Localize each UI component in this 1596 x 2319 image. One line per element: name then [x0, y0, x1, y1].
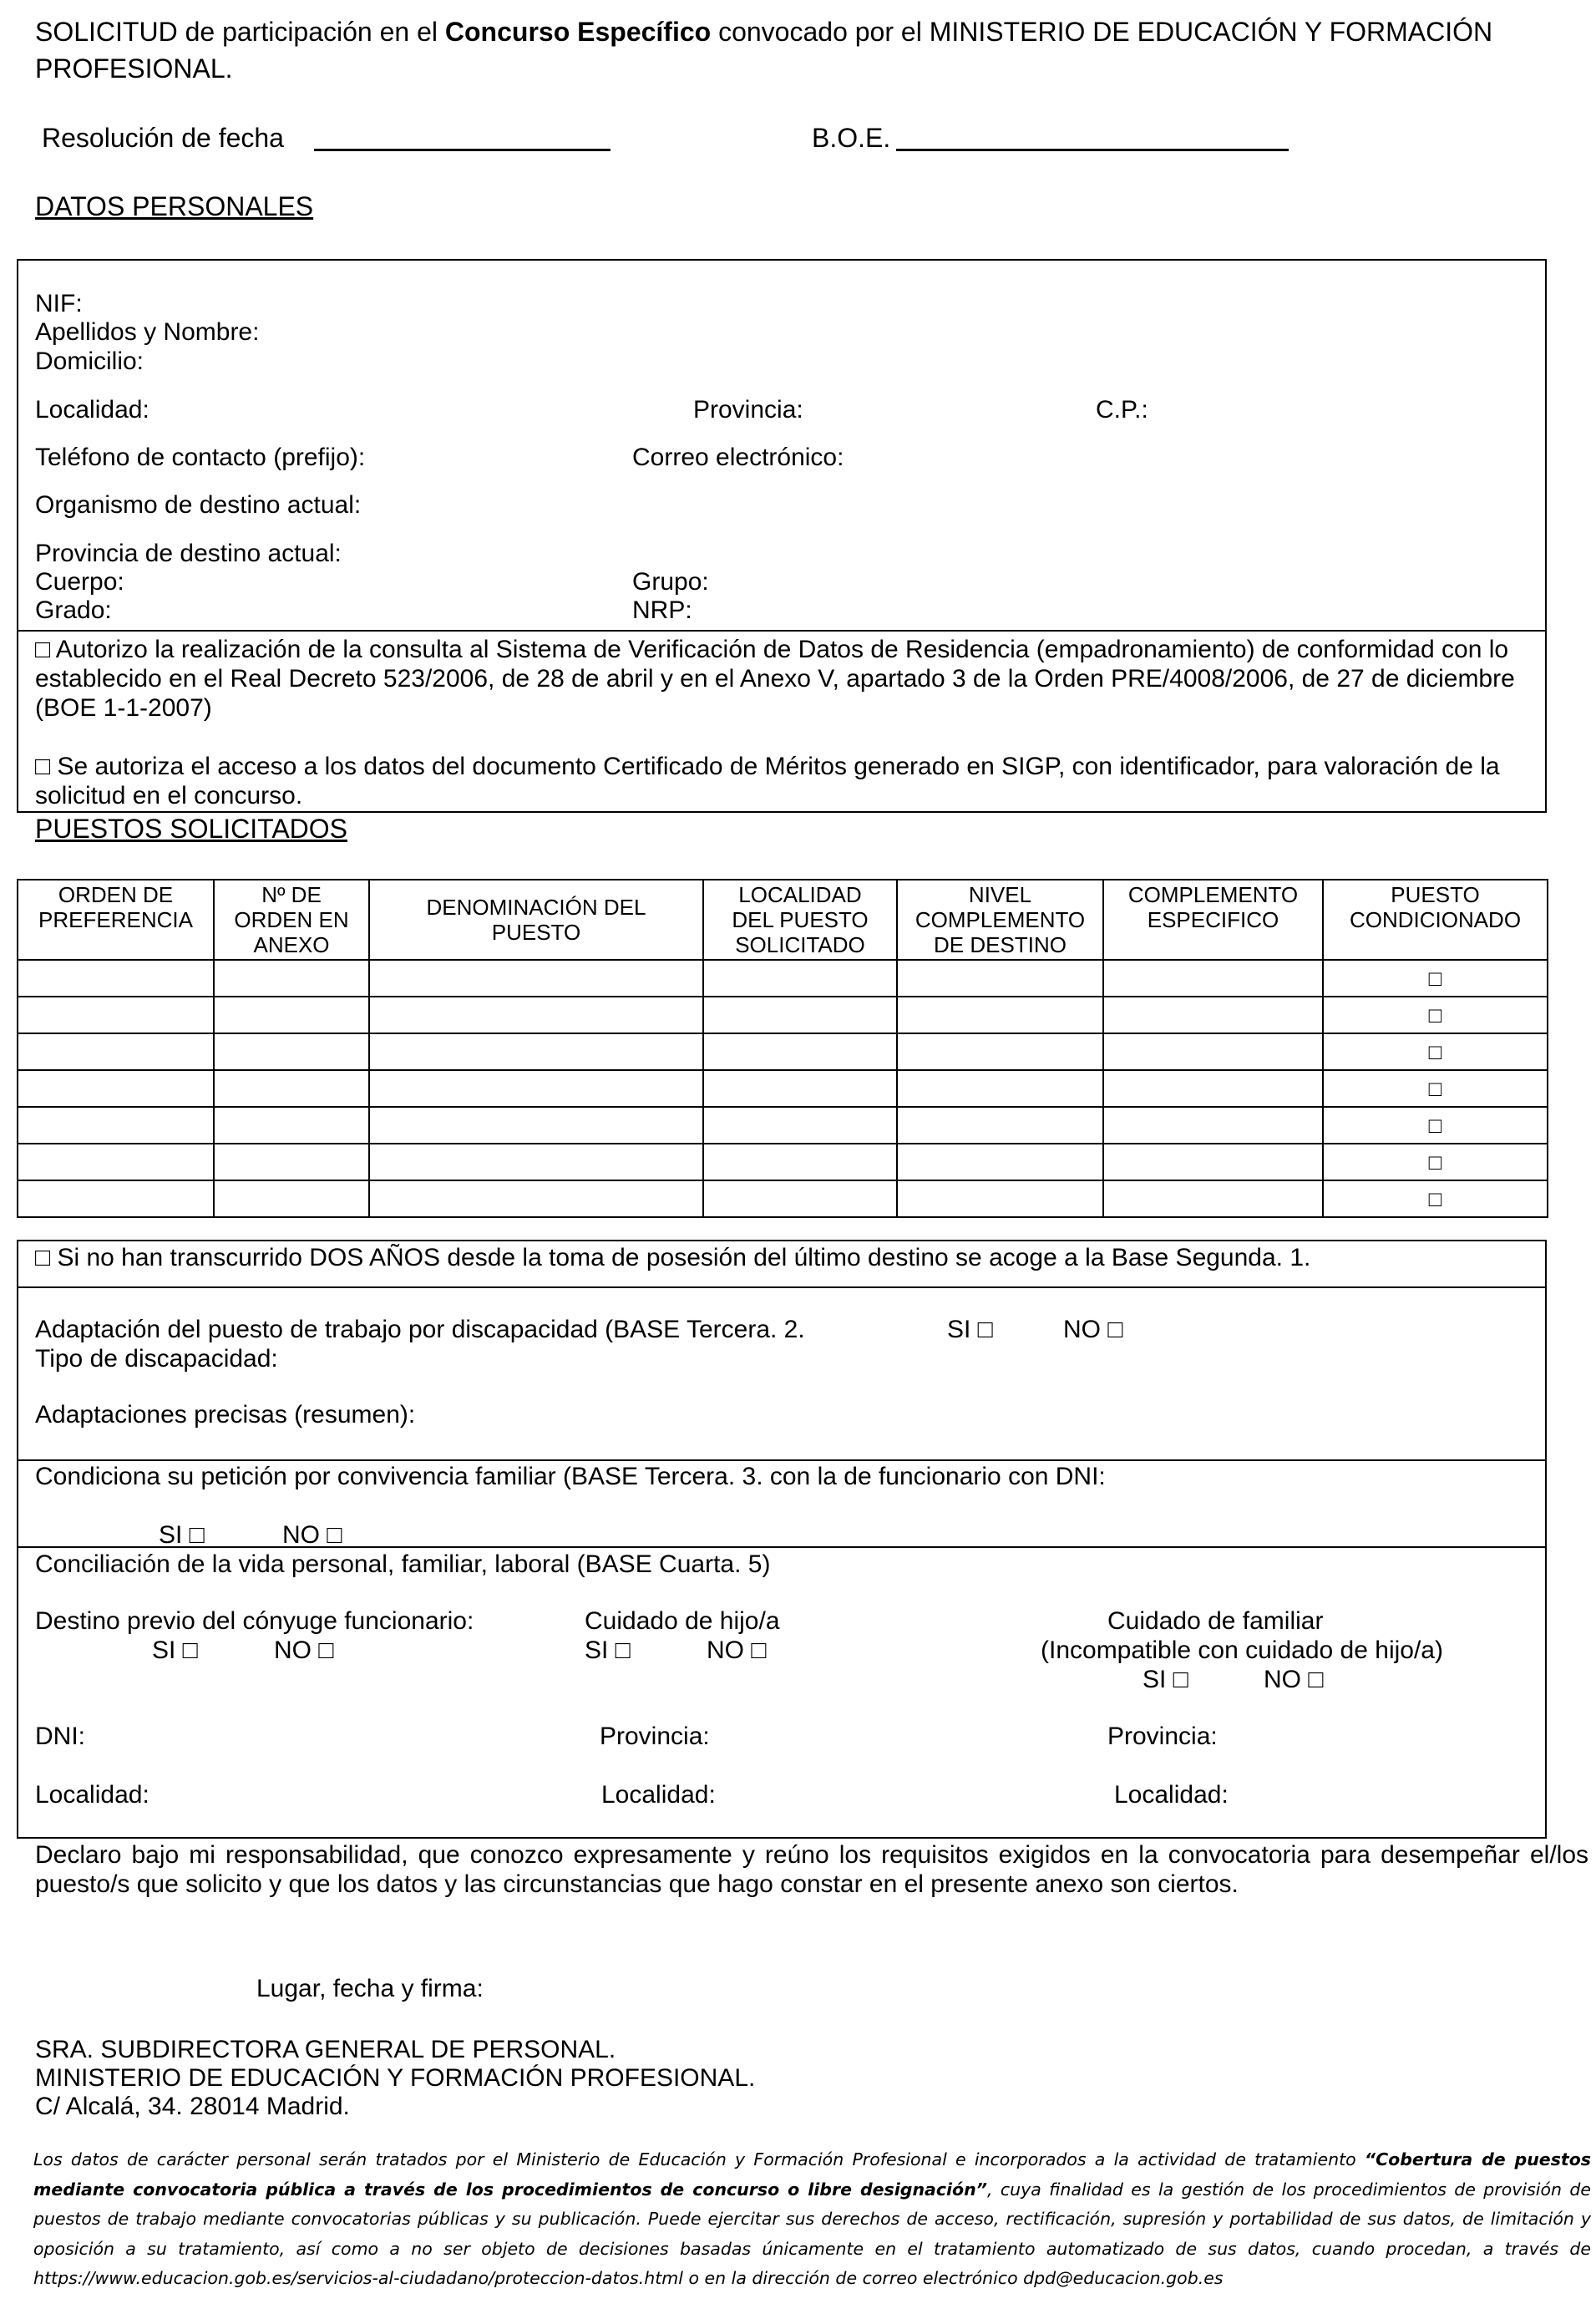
domicilio-label: Domicilio:: [35, 348, 144, 375]
divider: [17, 1546, 1547, 1548]
conciliacion-label: Conciliación de la vida personal, familiar, laboral (BASE Cuarta. 5): [35, 1550, 771, 1578]
divider: [17, 1286, 1547, 1288]
title-prefix: SOLICITUD de participación en el: [35, 17, 445, 47]
nif-label: NIF:: [35, 290, 83, 317]
condicionado-checkbox[interactable]: □: [1323, 1144, 1548, 1180]
adaptaciones-label: Adaptaciones precisas (resumen):: [35, 1401, 416, 1428]
puestos-table: [17, 879, 1548, 1218]
footer-part2: , cuya finalidad es la gestión de los procedimientos de provisión de puestos de trabajo mediante convocatorias públicas y su publicación. Puede ejercitar sus derechos de acceso, rectificación, supresión y portabilidad de sus datos, de limitación y oposición a su tratamiento, así como a no ser objeto de decisiones basadas únicamente en el tratamiento automatizado de sus datos, cuando procedan, a través de https://www.educacion.gob.es/servicios-al-ciudadano/proteccion-datos.html o en la dirección de correo electrónico dpd@educacion.gob.es: [33, 2179, 1591, 2288]
title-suffix: convocado por el MINISTERIO DE EDUCACIÓN Y FORMACIÓN PROFESIONAL.: [35, 17, 1493, 84]
divider: [17, 1459, 1547, 1461]
grado-label: Grado:: [35, 596, 112, 624]
dos-anos-checkbox-text[interactable]: □ Si no han transcurrido DOS AÑOS desde la toma de posesión del último destino se acoge a la Base Segunda. 1.: [35, 1244, 1311, 1271]
telefono-label: Teléfono de contacto (prefijo):: [35, 444, 366, 471]
provincia-label: Provincia:: [693, 396, 803, 424]
provincia-label-3: Provincia:: [1107, 1723, 1218, 1750]
conyuge-si[interactable]: SI □: [152, 1636, 198, 1664]
privacy-footer: [33, 2145, 1591, 2294]
condiciona-label: Condiciona su petición por convivencia familiar (BASE Tercera. 3. con la de funcionario con DNI:: [35, 1463, 1106, 1490]
cuidado-hijo-label: Cuidado de hijo/a: [585, 1607, 780, 1635]
localidad-label: Localidad:: [35, 396, 149, 424]
convivencia-no[interactable]: NO □: [282, 1521, 342, 1549]
title-bold: Concurso Específico: [444, 17, 712, 47]
familiar-si[interactable]: SI □: [1143, 1666, 1188, 1693]
apellidos-label: Apellidos y Nombre:: [35, 318, 260, 346]
conyuge-no[interactable]: NO □: [274, 1636, 334, 1664]
hijo-no[interactable]: NO □: [707, 1636, 767, 1664]
destinatario-line1: SRA. SUBDIRECTORA GENERAL DE PERSONAL.: [35, 2036, 616, 2063]
table-row[interactable]: [18, 960, 1548, 997]
localidad-label-4: Localidad:: [1114, 1781, 1229, 1809]
table-row[interactable]: [18, 1070, 1548, 1107]
col-orden-preferencia: ORDEN DE PREFERENCIA: [18, 880, 214, 960]
convivencia-si[interactable]: SI □: [159, 1521, 205, 1549]
cuidado-familiar-label: Cuidado de familiar: [1107, 1607, 1324, 1635]
dni-label: DNI:: [35, 1723, 85, 1750]
cp-label: C.P.:: [1096, 396, 1148, 424]
destinatario-line2: MINISTERIO DE EDUCACIÓN Y FORMACIÓN PROFESIONAL.: [35, 2064, 756, 2092]
col-complemento: COMPLEMENTO ESPECIFICO: [1103, 880, 1323, 960]
table-row[interactable]: [18, 1144, 1548, 1180]
condicionado-checkbox[interactable]: □: [1323, 997, 1548, 1033]
organismo-label: Organismo de destino actual:: [35, 491, 362, 519]
firma-label: Lugar, fecha y firma:: [256, 1975, 484, 2002]
resolucion-label: Resolución de fecha: [42, 123, 284, 153]
declaracion-text: Declaro bajo mi responsabilidad, que conozco expresamente y reúno los requisitos exigidos en la convocatoria para desempeñar el/los puesto/s que solicito y que los datos y las circunstancias que hago constar en el presente anexo son ciertos.: [35, 1841, 1588, 1898]
adaptacion-si[interactable]: SI □: [947, 1316, 993, 1343]
table-row[interactable]: [18, 1107, 1548, 1144]
col-localidad: LOCALIDAD DEL PUESTO SOLICITADO: [703, 880, 897, 960]
nrp-label: NRP:: [632, 596, 692, 624]
grupo-label: Grupo:: [632, 568, 709, 596]
adaptacion-label: Adaptación del puesto de trabajo por discapacidad (BASE Tercera. 2.: [35, 1316, 805, 1343]
table-header-row: [18, 880, 1548, 960]
condicionado-checkbox[interactable]: □: [1323, 1033, 1548, 1070]
footer-part1: Los datos de carácter personal serán tratados por el Ministerio de Educación y Formación Profesional e incorporados a la actividad de tratamiento: [33, 2149, 1365, 2169]
familiar-no[interactable]: NO □: [1264, 1666, 1324, 1693]
localidad-label-3: Localidad:: [601, 1781, 716, 1809]
divider: [17, 630, 1547, 632]
datos-personales-title: DATOS PERSONALES: [35, 191, 314, 221]
destinatario-line3: C/ Alcalá, 34. 28014 Madrid.: [35, 2093, 350, 2120]
form-title: [35, 13, 1588, 87]
localidad-label-2: Localidad:: [35, 1781, 149, 1809]
provincia-label-2: Provincia:: [600, 1723, 710, 1750]
cuerpo-label: Cuerpo:: [35, 568, 124, 596]
table-row[interactable]: [18, 1180, 1548, 1217]
boe-label: B.O.E.: [812, 123, 891, 153]
hijo-si[interactable]: SI □: [585, 1636, 631, 1664]
boe-line[interactable]: [896, 149, 1289, 151]
puestos-title: PUESTOS SOLICITADOS: [35, 814, 348, 844]
table-row[interactable]: [18, 1033, 1548, 1070]
table-row[interactable]: [18, 997, 1548, 1033]
sigp-checkbox-text[interactable]: □ Se autoriza el acceso a los datos del documento Certificado de Méritos generado en SIGP, con identificador, para valoración de la solicitud en el concurso.: [35, 753, 1500, 809]
condicionado-checkbox[interactable]: □: [1323, 1070, 1548, 1107]
col-denominacion: DENOMINACIÓN DEL PUESTO: [369, 880, 703, 960]
destino-conyuge-label: Destino previo del cónyuge funcionario:: [35, 1607, 474, 1635]
footer-bold: “Cobertura de puestos mediante convocatoria pública a través de los procedimientos de concurso o libre designación”: [33, 2149, 1591, 2200]
condicionado-checkbox[interactable]: □: [1323, 1107, 1548, 1144]
autorizo-checkbox-text[interactable]: □ Autorizo la realización de la consulta al Sistema de Verificación de Datos de Residencia (empadronamiento) de conformidad con lo establecido en el Real Decreto 523/2006, de 28 de abril y en el Anexo V, apartado 3 de la Orden PRE/4008/2006, de 27 de diciembre (BOE 1-1-2007): [35, 636, 1515, 722]
resolucion-fecha-line[interactable]: [314, 149, 611, 151]
incompatible-label: (Incompatible con cuidado de hijo/a): [1041, 1636, 1443, 1664]
condicionado-checkbox[interactable]: □: [1323, 960, 1548, 997]
provincia-destino-label: Provincia de destino actual:: [35, 540, 342, 567]
tipo-discapacidad-label: Tipo de discapacidad:: [35, 1345, 278, 1373]
condicionado-checkbox[interactable]: □: [1323, 1180, 1548, 1217]
col-nivel: NIVEL COMPLEMENTO DE DESTINO: [897, 880, 1103, 960]
col-condicionado: PUESTO CONDICIONADO: [1323, 880, 1548, 960]
col-n-orden: Nº DE ORDEN EN ANEXO: [214, 880, 369, 960]
adaptacion-no[interactable]: NO □: [1063, 1316, 1123, 1343]
correo-label: Correo electrónico:: [632, 444, 844, 471]
